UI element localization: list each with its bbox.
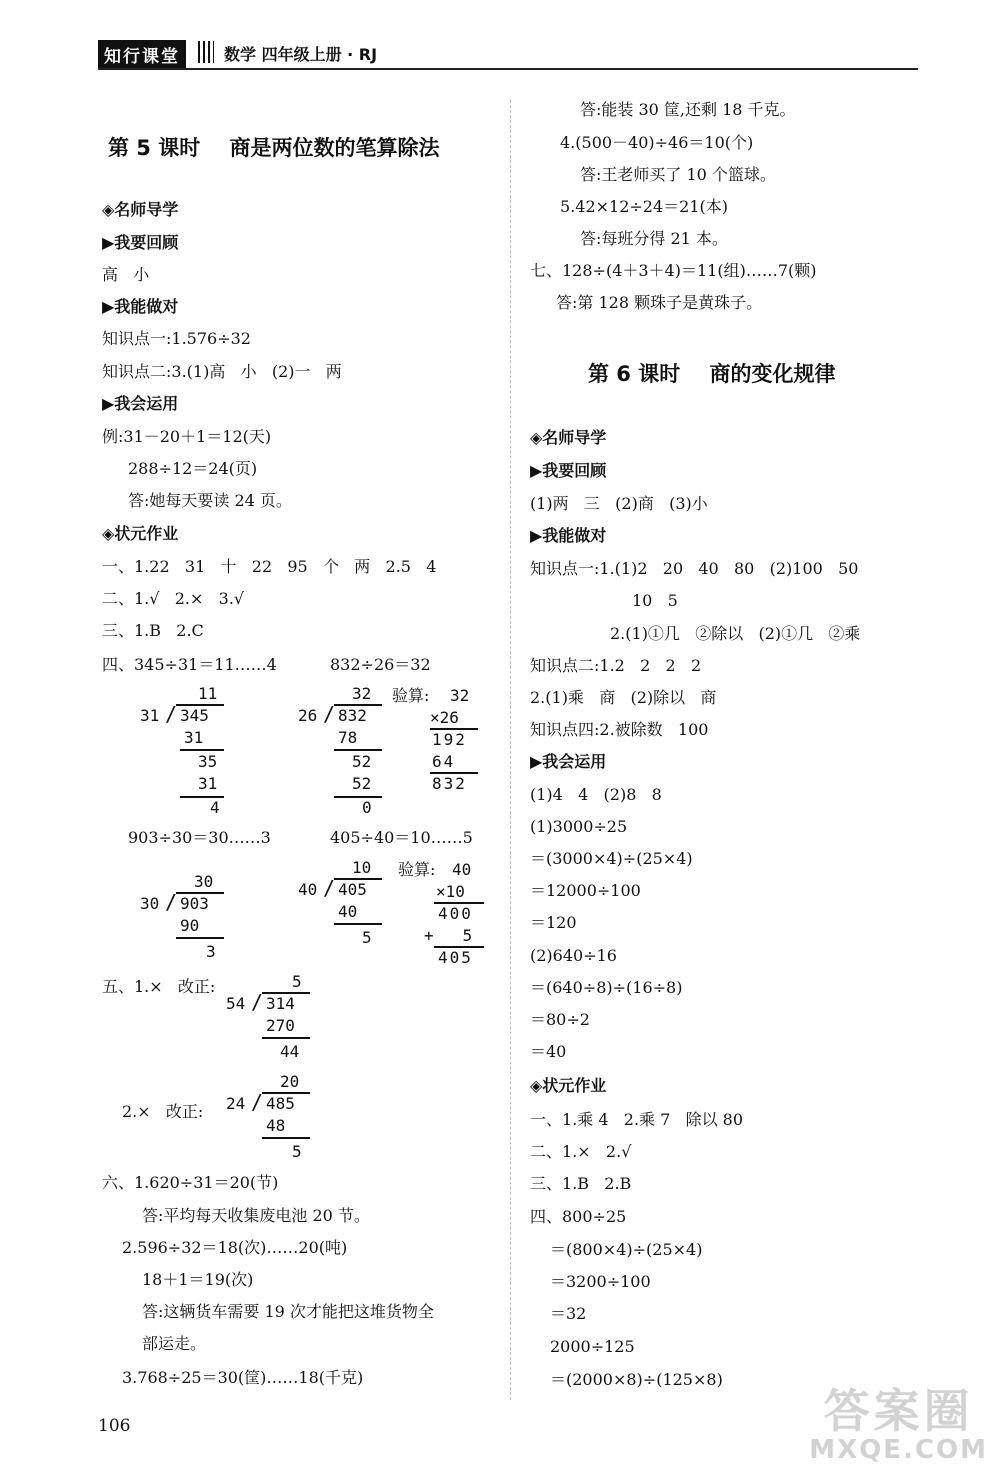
- subsection-heading: ▶我要回顾: [102, 233, 179, 252]
- partial-product: 78: [338, 728, 358, 747]
- partial-product: 31: [184, 728, 204, 747]
- answer-line: (1)4 4 (2)8 8: [530, 785, 662, 804]
- verification-multiplication: [424, 860, 490, 970]
- answer-line: 知识点二:3.(1)高 小 (2)一 两: [102, 362, 342, 381]
- answer-line: ＝(3000×4)÷(25×4): [530, 849, 693, 868]
- section-heading: ◈状元作业: [102, 524, 179, 543]
- remainder: 3: [206, 942, 216, 961]
- partial-product: 64: [432, 752, 456, 771]
- watermark-top: 答案圈: [823, 1384, 974, 1438]
- answer-line: 2.(1)乘 商 (2)除以 商: [530, 688, 717, 707]
- subsection-heading: ▶我要回顾: [530, 461, 607, 480]
- answer-line: 2.× 改正:: [122, 1102, 204, 1121]
- answer-line: 答:能装 30 筐,还剩 18 千克。: [580, 100, 796, 119]
- division-bracket: /: [251, 1090, 264, 1114]
- division-bar: [262, 1037, 310, 1039]
- factor: ×26: [430, 708, 459, 727]
- answer-line: 五、1.× 改正:: [102, 977, 216, 996]
- quotient: 30: [194, 872, 214, 891]
- watermark-logo: [809, 1386, 988, 1464]
- answer-line: 3.768÷25＝30(筐)……18(千克): [122, 1368, 364, 1387]
- answer-line: 二、1.√ 2.× 3.√: [102, 589, 245, 608]
- divisor: 26: [298, 706, 318, 725]
- section-heading: ◈名师导学: [530, 428, 607, 447]
- answer-line: ＝12000÷100: [530, 881, 641, 900]
- product: 832: [432, 774, 467, 793]
- divisor: 40: [298, 880, 318, 899]
- verification-multiplication: [430, 686, 490, 796]
- answer-line: 四、345÷31＝11……4: [102, 655, 277, 674]
- division-bar: [262, 1137, 310, 1139]
- answer-line: 答:这辆货车需要 19 次才能把这堆货物全: [142, 1302, 434, 1321]
- answer-line: 例:31－20＋1＝12(天): [102, 427, 272, 446]
- factor: 40: [452, 860, 472, 879]
- partial-product: 48: [266, 1116, 286, 1135]
- dividend: 405: [338, 880, 367, 899]
- factor: ×10: [436, 882, 465, 901]
- page-number: 106: [98, 1416, 131, 1436]
- answer-line: 2000÷125: [550, 1337, 635, 1356]
- section-heading: ◈状元作业: [530, 1076, 607, 1095]
- answer-line: 答:平均每天收集废电池 20 节。: [142, 1206, 370, 1225]
- header-rule: [98, 68, 918, 70]
- answer-line: ＝120: [530, 913, 577, 932]
- answer-line: (2)640÷16: [530, 946, 617, 965]
- answer-line: 部运走。: [142, 1334, 207, 1353]
- answer-line: 四、800÷25: [530, 1207, 627, 1226]
- answer-line: 答:第 128 颗珠子是黄珠子。: [556, 293, 763, 312]
- answer-line: ＝(640÷8)÷(16÷8): [530, 978, 683, 997]
- answer-line: 六、1.620÷31＝20(节): [102, 1173, 279, 1192]
- division-bracket: /: [323, 702, 336, 726]
- answer-line: 七、128÷(4＋3＋4)＝11(组)……7(颗): [530, 261, 817, 280]
- answer-line: ＝40: [530, 1042, 567, 1061]
- answer-line: ＝80÷2: [530, 1010, 590, 1029]
- dividend: 345: [180, 706, 209, 725]
- factor: 32: [450, 686, 470, 705]
- subsection-heading: ▶我会运用: [530, 752, 607, 771]
- dividend: 314: [266, 994, 295, 1013]
- answer-line: 知识点一:1.576÷32: [102, 329, 251, 348]
- divisor: 30: [140, 894, 160, 913]
- quotient: 20: [280, 1072, 300, 1091]
- answer-line: 三、1.B 2.C: [102, 621, 204, 640]
- answer-line: 一、1.22 31 十 22 95 个 两 2.5 4: [102, 557, 437, 576]
- long-division-485-by-24: [226, 1072, 326, 1172]
- remainder: 44: [280, 1042, 300, 1061]
- answer-line: 18＋1＝19(次): [142, 1270, 254, 1289]
- partial-product: + 5: [424, 926, 473, 945]
- quotient: 32: [352, 684, 372, 703]
- long-division-832-by-26: [298, 684, 398, 824]
- answer-line: 二、1.× 2.√: [530, 1142, 632, 1161]
- division-bracket: /: [251, 990, 264, 1014]
- remainder: 0: [362, 798, 372, 817]
- lesson-5-title: 第 5 课时 商是两位数的笔算除法: [108, 136, 440, 160]
- dividend: 903: [180, 894, 209, 913]
- answer-line: 832÷26＝32: [330, 655, 431, 674]
- division-bracket: /: [323, 876, 336, 900]
- check-label: 验算:: [392, 686, 430, 705]
- answer-line: 答:每班分得 21 本。: [580, 229, 728, 248]
- division-bar: [334, 749, 382, 751]
- partial-product: 90: [180, 916, 200, 935]
- answer-line: 知识点二:1.2 2 2 2: [530, 656, 702, 675]
- partial-product: 31: [198, 774, 218, 793]
- quotient: 11: [198, 684, 218, 703]
- division-bracket: /: [165, 702, 178, 726]
- division-bar: [334, 923, 382, 925]
- long-division-345-by-31: [140, 684, 240, 824]
- long-division-405-by-40: [298, 858, 398, 958]
- answer-line: ＝32: [550, 1304, 587, 1323]
- partial-remainder: 52: [352, 752, 372, 771]
- long-division-903-by-30: [140, 872, 240, 972]
- answer-line: 答:她每天要读 24 页。: [128, 491, 292, 510]
- answer-line: 2.596÷32＝18(次)……20(吨): [122, 1238, 348, 1257]
- answer-line: 2.(1)①几 ②除以 (2)①几 ②乘: [610, 624, 861, 643]
- division-bar: [180, 749, 224, 751]
- watermark-bottom: MXQE.COM: [809, 1435, 988, 1465]
- partial-remainder: 35: [198, 752, 218, 771]
- product: 405: [438, 948, 473, 967]
- answer-line: 一、1.乘 4 2.乘 7 除以 80: [530, 1110, 744, 1129]
- subsection-heading: ▶我能做对: [530, 526, 607, 545]
- division-bar: [334, 796, 382, 798]
- remainder: 4: [210, 798, 220, 817]
- remainder: 5: [362, 928, 372, 947]
- answer-line: (1)两 三 (2)商 (3)小: [530, 494, 708, 513]
- quotient: 5: [292, 972, 302, 991]
- division-bracket: /: [165, 890, 178, 914]
- subsection-heading: ▶我能做对: [102, 297, 179, 316]
- answer-line: ＝(800×4)÷(25×4): [550, 1240, 703, 1259]
- answer-line: 高 小: [102, 265, 150, 284]
- divisor: 31: [140, 706, 160, 725]
- partial-product: 52: [352, 774, 372, 793]
- divisor: 24: [226, 1094, 246, 1113]
- answer-line: ＝(2000×8)÷(125×8): [550, 1370, 723, 1389]
- book-badge: 知行课堂: [98, 40, 186, 69]
- partial-product: 400: [438, 904, 473, 923]
- partial-product: 192: [432, 730, 467, 749]
- section-heading: ◈名师导学: [102, 200, 179, 219]
- quotient: 10: [352, 858, 372, 877]
- lesson-6-title: 第 6 课时 商的变化规律: [588, 362, 836, 386]
- remainder: 5: [292, 1142, 302, 1161]
- answer-line: 知识点四:2.被除数 100: [530, 720, 709, 739]
- divisor: 54: [226, 994, 246, 1013]
- answer-line: 三、1.B 2.B: [530, 1174, 632, 1193]
- header-title: 数学 四年级上册 · RJ: [224, 45, 378, 64]
- subsection-heading: ▶我会运用: [102, 394, 179, 413]
- answer-line: (1)3000÷25: [530, 817, 628, 836]
- answer-line: 903÷30＝30……3: [128, 828, 271, 847]
- answer-line: 4.(500－40)÷46＝10(个): [560, 133, 754, 152]
- dividend: 832: [338, 706, 367, 725]
- check-label: 验算:: [398, 860, 436, 879]
- partial-product: 40: [338, 902, 358, 921]
- column-divider: [510, 100, 511, 1400]
- division-bar: [176, 937, 224, 939]
- dividend: 485: [266, 1094, 295, 1113]
- answer-line: 10 5: [632, 591, 678, 610]
- answer-line: 知识点一:1.(1)2 20 40 80 (2)100 50: [530, 559, 859, 578]
- answer-line: 405÷40＝10……5: [330, 828, 473, 847]
- answer-line: 5.42×12÷24＝21(本): [560, 197, 729, 216]
- partial-product: 270: [266, 1016, 295, 1035]
- answer-line: 答:王老师买了 10 个篮球。: [580, 165, 776, 184]
- long-division-314-by-54: [226, 972, 326, 1072]
- answer-line: 288÷12＝24(页): [128, 459, 258, 478]
- answer-line: ＝3200÷100: [550, 1272, 651, 1291]
- header-bars-decoration: [198, 41, 214, 63]
